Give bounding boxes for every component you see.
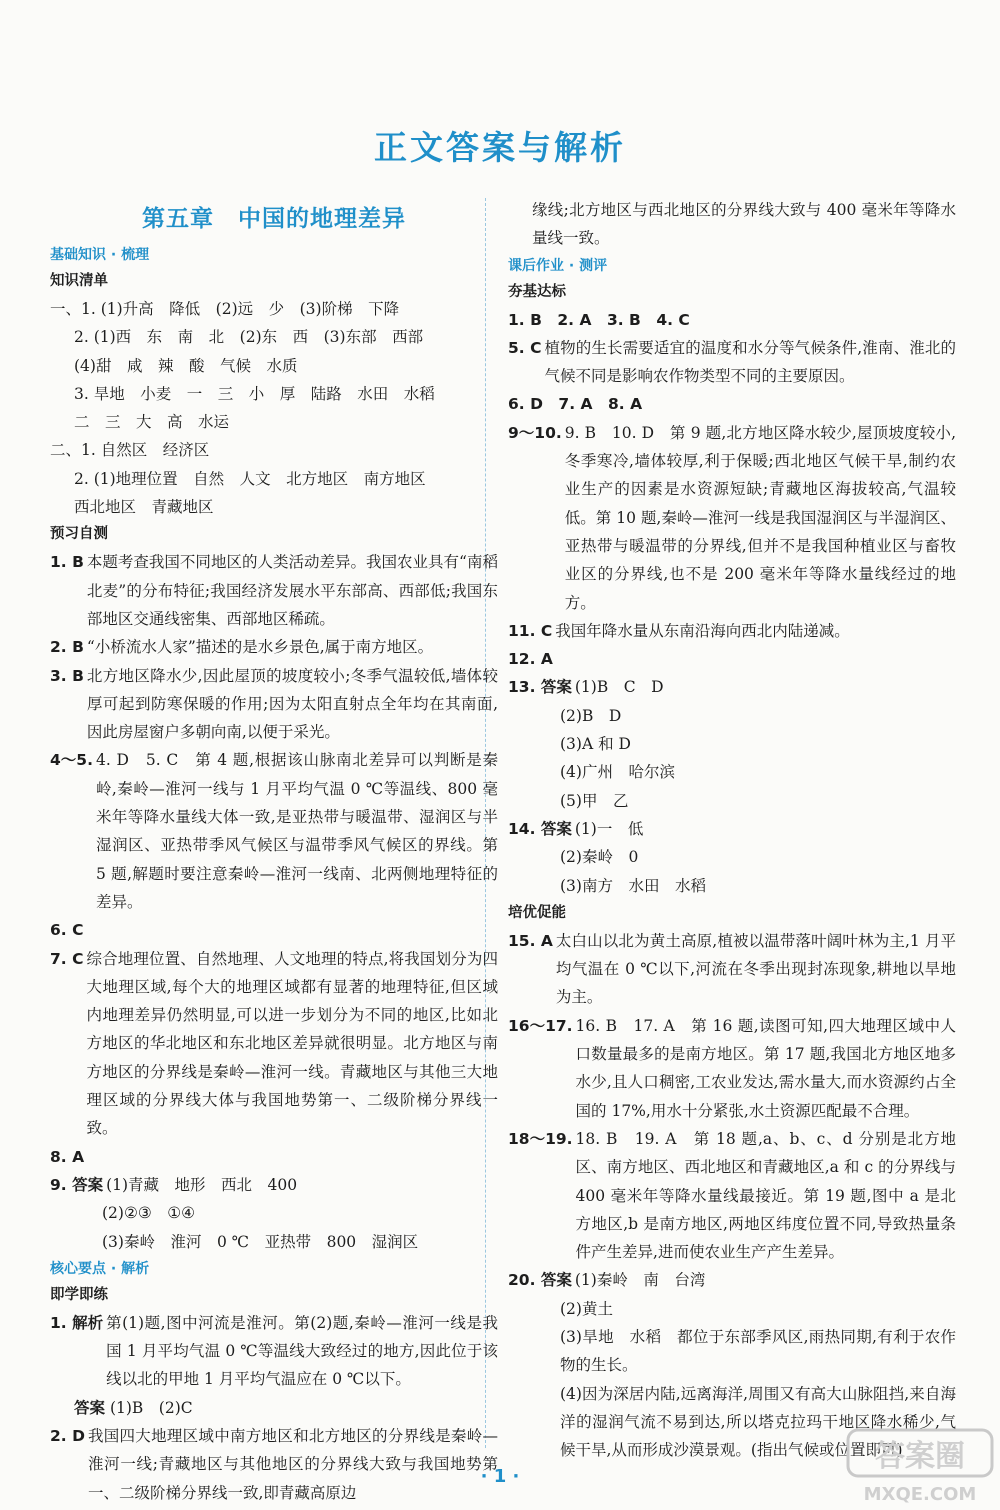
section-heading: 基础知识 · 梳理 <box>50 247 150 263</box>
item-number: 15. A <box>508 931 553 950</box>
answer-item <box>508 1012 956 1125</box>
watermark-logo <box>846 1426 994 1506</box>
item-explanation: 综合地理位置、自然地理、人文地理的特点,将我国划分为四大地理区域,每个大的地理区域都有显著的地理特征,但区域内地理差异仍然明显,可以进一步划分为不同的地区,比如北方地区的华北地区和东北地区差异就很明显。北方地区与南方地区的分界线是秦岭—淮河一线。青藏地区与其他三大地理区域的分界线大体与我国地势第一、二级阶梯分界线一致。 <box>86 949 498 1138</box>
answer-label: 答案 <box>74 1398 106 1417</box>
watermark-url: MXQE.COM <box>863 1484 977 1505</box>
item-number: 13. 答案 <box>508 678 572 697</box>
answer-item <box>508 1125 961 1266</box>
answer-item <box>50 945 498 1143</box>
answer-line: (4)广州 哈尔滨 <box>560 763 675 782</box>
watermark-text: 答案圈 <box>875 1439 965 1474</box>
item-explanation: 第(1)题,图中河流是淮河。第(2)题,秦岭—淮河一线是我国 1 月平均气温 0 ℃等温线大致经过的地方,因此位于该线以北的甲地 1 月平均气温应在 0 ℃以下。 <box>106 1313 498 1389</box>
left-column <box>50 196 503 1507</box>
answer-line: 12. A <box>508 650 553 669</box>
item-number: 1. 解析 <box>50 1313 104 1332</box>
answer-line: 6. D 7. A 8. A <box>508 395 643 414</box>
item-number: 2. D <box>50 1426 85 1445</box>
answer-line: 二、1. 自然区 经济区 <box>50 441 210 460</box>
item-number: 18～19. <box>508 1129 573 1148</box>
answer-item <box>50 1171 498 1199</box>
item-explanation: 本题考查我国不同地区的人类活动差异。我国农业具有“南稻北麦”的分布特征;我国经济发展水平东部高、西部低;我国东部地区交通线密集、西部地区稀疏。 <box>86 553 498 628</box>
item-explanation: (1)青藏 地形 西北 400 <box>106 1175 298 1194</box>
page-title: 正文答案与解析 <box>374 128 626 167</box>
answer-line: 缘线;北方地区与西北地区的分界线大致与 400 毫米年等降水量线一致。 <box>532 201 956 248</box>
answer-item <box>50 633 498 661</box>
answer-value: (1)B (2)C <box>109 1398 193 1417</box>
item-explanation: 我国四大地理区域中南方地区和北方地区的分界线是秦岭—淮河一线;青藏地区与其他地区的分界线大致与我国地势第一、二级阶梯分界线一致,即青藏高原边 <box>87 1426 498 1502</box>
item-number: 1. B <box>50 553 84 572</box>
subsection-heading: 即学即练 <box>50 1286 108 1303</box>
item-explanation: (1)B C D <box>574 678 664 697</box>
answer-line: (3)旱地 水稻 都位于东部季风区,雨热同期,有利于农作物的生长。 <box>560 1327 956 1375</box>
answer-item <box>50 548 498 633</box>
item-explanation: 9. B 10. D 第 9 题,北方地区降水较少,屋顶坡度较小,冬季寒冷,墙体较厚,利于保暖;西北地区气候干旱,制约农业生产的因素是水资源短缺;青藏地区海拔较高,气温较低。第 10 题,秦岭—淮河一线是我国湿润区与半湿润区、亚热带与暖温带的分界线,但并不是我国种植业区与畜牧业区的分界线,也不是 200 毫米年等降水量线经过的地方。 <box>564 423 956 612</box>
answer-item <box>508 334 956 391</box>
right-column <box>508 196 961 1464</box>
subsection-heading: 夯基达标 <box>508 283 566 300</box>
answer-line: (5)甲 乙 <box>560 791 629 810</box>
answer-line: 6. C <box>50 921 84 940</box>
answer-line: (2)黄土 <box>560 1299 613 1318</box>
section-heading: 课后作业 · 测评 <box>508 257 608 274</box>
item-explanation: “小桥流水人家”描述的是水乡景色,属于南方地区。 <box>86 638 434 657</box>
answer-item <box>50 1422 498 1507</box>
answer-item <box>508 617 956 645</box>
page-number: · 1 · <box>480 1466 520 1487</box>
answer-line: (3)A 和 D <box>560 735 631 754</box>
answer-item <box>508 1266 956 1294</box>
answer-line: (2)秦岭 0 <box>560 848 639 867</box>
answer-line: (2)②③ ①④ <box>102 1204 196 1223</box>
chapter-title: 第五章 中国的地理差异 <box>142 206 406 232</box>
answer-line: 1. B 2. A 3. B 4. C <box>508 310 690 329</box>
item-number: 20. 答案 <box>508 1271 572 1290</box>
item-explanation: 18. B 19. A 第 18 题,a、b、c、d 分别是北方地区、南方地区、西北地区和青藏地区,a 和 c 的分界线与 400 毫米年等降水量线最接近。第 19 题,图中 a 是北方地区,b 是南方地区,两地区纬度位置不同,导致热量条件产生差异,进而使农业生产产生差异。 <box>575 1129 961 1262</box>
item-number: 11. C <box>508 621 553 640</box>
item-number: 16～17. <box>508 1016 573 1035</box>
item-explanation: 植物的生长需要适宜的温度和水分等气候条件,淮南、淮北的气候不同是影响农作物类型不同的主要原因。 <box>544 338 956 386</box>
answer-line <box>50 1394 498 1422</box>
item-number: 9～10. <box>508 423 562 442</box>
answer-item <box>50 746 503 916</box>
item-number: 7. C <box>50 949 84 968</box>
answer-line: 西北地区 青藏地区 <box>74 498 214 517</box>
subsection-heading: 培优促能 <box>508 904 566 921</box>
item-number: 14. 答案 <box>508 819 572 838</box>
answer-line: 一、1. (1)升高 降低 (2)远 少 (3)阶梯 下降 <box>50 300 400 318</box>
answer-line: 2. (1)西 东 南 北 (2)东 西 (3)东部 西部 <box>74 328 424 347</box>
subsection-heading: 预习自测 <box>50 526 108 543</box>
answer-line: (3)秦岭 淮河 0 ℃ 亚热带 800 湿润区 <box>102 1232 419 1251</box>
answer-line: 3. 旱地 小麦 一 三 小 厚 陆路 水田 水稻 <box>74 384 435 403</box>
answer-line: (4)甜 咸 辣 酸 气候 水质 <box>74 356 298 375</box>
item-explanation: 太白山以北为黄土高原,植被以温带落叶阔叶林为主,1 月平均气温在 0 ℃以下,河流在冬季出现封冻现象,耕地以旱地为主。 <box>555 931 956 1007</box>
item-number: 5. C <box>508 338 542 357</box>
item-explanation: (1)一 低 <box>574 819 644 838</box>
item-explanation: 4. D 5. C 第 4 题,根据该山脉南北差异可以判断是秦岭,秦岭—淮河一线与 1 月平均气温 0 ℃等温线、800 毫米年等降水量线大体一致,是亚热带与暖温带、湿润区与半湿润区、亚热带季风气候区与温带季风气候区的界线。第 5 题,解题时要注意秦岭—淮河一线南、北两侧地理特征的差异。 <box>95 751 503 911</box>
item-explanation: 我国年降水量从东南沿海向西北内陆递减。 <box>555 621 850 640</box>
answer-item <box>508 419 956 617</box>
answer-line: (2)B D <box>560 706 622 725</box>
answer-item <box>50 1309 498 1394</box>
answer-line: (4)因为深居内陆,远离海洋,周围又有高大山脉阻挡,来自海洋的湿润气流不易到达,所以塔克拉玛干地区降水稀少,气候干旱,从而形成沙漠景观。(指出气候或位置即可) <box>560 1384 956 1460</box>
answer-item <box>508 815 956 843</box>
section-heading: 核心要点 · 解析 <box>50 1260 150 1277</box>
item-number: 9. 答案 <box>50 1175 104 1194</box>
subsection-heading: 知识清单 <box>50 273 108 289</box>
answer-line: 二 三 大 高 水运 <box>74 413 230 432</box>
answer-item <box>508 673 956 701</box>
item-explanation: (1)秦岭 南 台湾 <box>574 1271 706 1290</box>
answer-item <box>508 927 956 1012</box>
item-explanation: 16. B 17. A 第 16 题,读图可知,四大地理区域中人口数量最多的是南方地区。第 17 题,我国北方地区地多水少,且人口稠密,工农业发达,需水量大,而水资源约占全国的 17%,用水十分紧张,水土资源匹配最不合理。 <box>575 1016 956 1120</box>
item-explanation: 北方地区降水少,因此屋顶的坡度较小;冬季气温较低,墙体较厚可起到防寒保暖的作用;因为太阳直射点全年均在其南面,因此房屋窗户多朝向南,以便于采光。 <box>86 666 498 742</box>
answer-line: 2. (1)地理位置 自然 人文 北方地区 南方地区 <box>74 469 426 488</box>
item-number: 4～5. <box>50 751 93 770</box>
item-number: 3. B <box>50 666 84 685</box>
answer-line: 8. A <box>50 1147 85 1166</box>
answer-line: (3)南方 水田 水稻 <box>560 876 706 895</box>
item-number: 2. B <box>50 638 84 657</box>
answer-item <box>50 662 498 747</box>
